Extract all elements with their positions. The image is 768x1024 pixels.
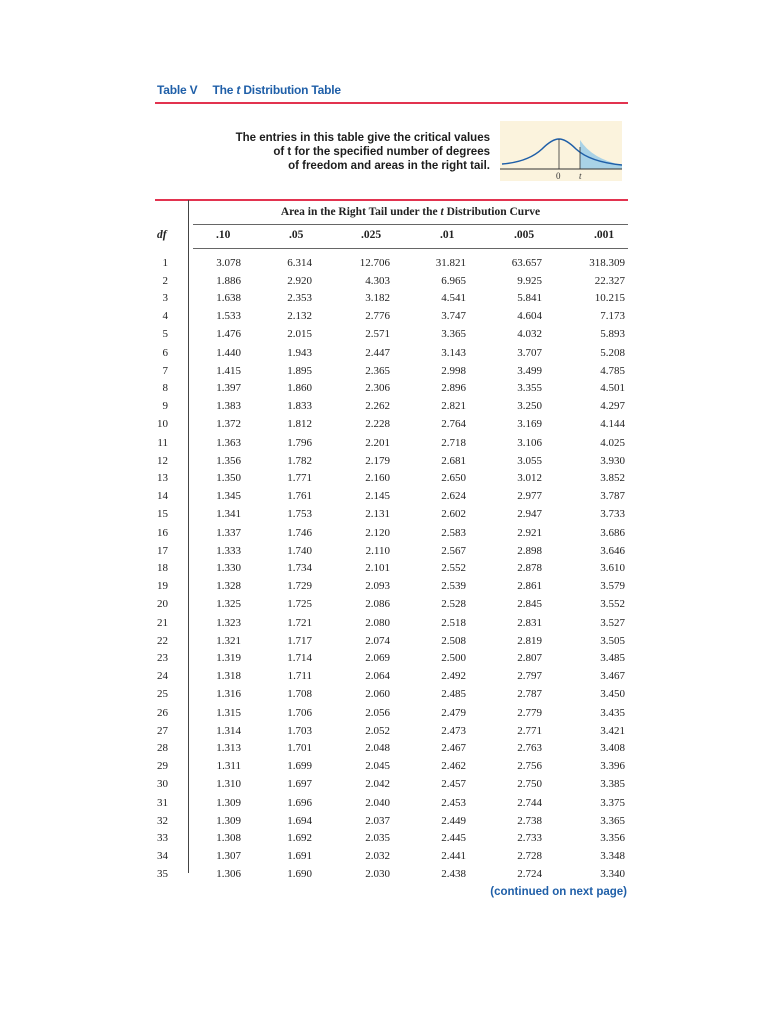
critical-value: 2.763 — [517, 742, 542, 755]
df-value: 14 — [157, 490, 168, 503]
df-value: 12 — [157, 454, 168, 467]
critical-value: 2.500 — [441, 652, 466, 665]
critical-value: 2.462 — [441, 760, 466, 773]
critical-value: 2.650 — [441, 472, 466, 485]
critical-value: 22.327 — [594, 274, 625, 287]
critical-value: 3.686 — [600, 527, 625, 539]
df-value: 20 — [157, 597, 168, 610]
critical-value: 2.056 — [365, 707, 390, 719]
critical-value: 2.074 — [365, 634, 390, 647]
df-value: 26 — [157, 707, 168, 719]
critical-value: 2.821 — [441, 400, 466, 413]
critical-value: 3.421 — [600, 724, 625, 737]
critical-value: 1.714 — [287, 652, 312, 665]
critical-value: 2.467 — [441, 742, 466, 755]
df-header: df — [157, 229, 167, 241]
critical-value: 2.492 — [441, 670, 466, 683]
critical-value: 2.518 — [441, 617, 466, 629]
critical-value: 1.306 — [216, 867, 241, 880]
df-value: 25 — [157, 687, 168, 700]
critical-value: 3.143 — [441, 347, 466, 359]
critical-value: 3.055 — [517, 454, 542, 467]
title-post: Distribution Table — [243, 83, 341, 97]
critical-value: 2.306 — [365, 382, 390, 395]
critical-value: 1.734 — [287, 562, 312, 575]
critical-value: 2.878 — [517, 562, 542, 575]
critical-value: 1.307 — [216, 850, 241, 863]
df-value: 6 — [162, 347, 168, 359]
critical-value: 2.040 — [365, 797, 390, 809]
critical-value: 3.365 — [600, 814, 625, 827]
critical-value: 3.250 — [517, 400, 542, 413]
critical-value: 2.132 — [287, 310, 312, 323]
critical-value: 3.499 — [517, 364, 542, 377]
critical-value: 3.182 — [365, 292, 390, 305]
critical-value: 1.699 — [287, 760, 312, 773]
critical-value: 2.787 — [517, 687, 542, 700]
critical-value: 1.729 — [287, 580, 312, 593]
critical-value: 1.319 — [216, 652, 241, 665]
critical-value: 1.321 — [216, 634, 241, 647]
critical-value: 2.756 — [517, 760, 542, 773]
critical-value: 2.365 — [365, 364, 390, 377]
caption-rule — [193, 224, 628, 225]
critical-value: 3.552 — [600, 597, 625, 610]
critical-value: 3.787 — [600, 490, 625, 503]
critical-value: 1.895 — [287, 364, 312, 377]
df-value: 22 — [157, 634, 168, 647]
critical-value: 2.819 — [517, 634, 542, 647]
critical-value: 3.505 — [600, 634, 625, 647]
critical-value: 2.438 — [441, 867, 466, 880]
critical-value: 1.313 — [216, 742, 241, 755]
critical-value: 3.375 — [600, 797, 625, 809]
critical-value: 1.746 — [287, 527, 312, 539]
critical-value: 1.753 — [287, 507, 312, 520]
critical-value: 2.093 — [365, 580, 390, 593]
df-value: 31 — [157, 797, 168, 809]
critical-value: 3.078 — [216, 257, 241, 269]
critical-value: 2.807 — [517, 652, 542, 665]
critical-value: 1.697 — [287, 777, 312, 790]
critical-value: 1.440 — [216, 347, 241, 359]
critical-value: 2.101 — [365, 562, 390, 575]
table-number: Table V — [157, 83, 198, 97]
critical-value: 3.527 — [600, 617, 625, 629]
critical-value: 1.383 — [216, 400, 241, 413]
df-value: 8 — [162, 382, 168, 395]
critical-value: 3.365 — [441, 327, 466, 340]
critical-value: 1.310 — [216, 777, 241, 790]
column-header: .001 — [594, 229, 615, 241]
critical-value: 2.583 — [441, 527, 466, 539]
df-value: 13 — [157, 472, 168, 485]
column-header: .05 — [289, 229, 304, 241]
critical-value: 2.201 — [365, 437, 390, 449]
df-value: 19 — [157, 580, 168, 593]
critical-value: 1.696 — [287, 797, 312, 809]
critical-value: 2.086 — [365, 597, 390, 610]
critical-value: 2.042 — [365, 777, 390, 790]
table-caption — [193, 206, 628, 218]
critical-value: 2.977 — [517, 490, 542, 503]
critical-value: 4.303 — [365, 274, 390, 287]
critical-value: 1.721 — [287, 617, 312, 629]
df-value: 17 — [157, 544, 168, 557]
critical-value: 1.533 — [216, 310, 241, 323]
critical-value: 2.733 — [517, 832, 542, 845]
critical-value: 2.485 — [441, 687, 466, 700]
caption-pre: Area in the Right Tail under the — [280, 206, 438, 218]
critical-value: 3.408 — [600, 742, 625, 755]
critical-value: 3.169 — [517, 417, 542, 430]
header-rule — [155, 102, 628, 104]
critical-value: 2.457 — [441, 777, 466, 790]
critical-value: 2.624 — [441, 490, 466, 503]
critical-value: 2.552 — [441, 562, 466, 575]
critical-value: 2.445 — [441, 832, 466, 845]
critical-value: 1.314 — [216, 724, 241, 737]
df-value: 29 — [157, 760, 168, 773]
curve-label-zero: 0 — [556, 171, 561, 181]
df-value: 9 — [162, 400, 168, 413]
critical-value: 31.821 — [435, 257, 466, 269]
critical-value: 3.747 — [441, 310, 466, 323]
critical-value: 2.602 — [441, 507, 466, 520]
critical-value: 3.435 — [600, 707, 625, 719]
critical-value: 2.045 — [365, 760, 390, 773]
critical-value: 5.841 — [517, 292, 542, 305]
critical-value: 1.692 — [287, 832, 312, 845]
critical-value: 1.771 — [287, 472, 312, 485]
critical-value: 2.728 — [517, 850, 542, 863]
critical-value: 2.779 — [517, 707, 542, 719]
critical-value: 1.706 — [287, 707, 312, 719]
critical-value: 3.579 — [600, 580, 625, 593]
critical-value: 1.690 — [287, 867, 312, 880]
critical-value: 2.921 — [517, 527, 542, 539]
critical-value: 1.337 — [216, 527, 241, 539]
critical-value: 1.330 — [216, 562, 241, 575]
critical-value: 1.476 — [216, 327, 241, 340]
critical-value: 1.328 — [216, 580, 241, 593]
critical-value: 1.372 — [216, 417, 241, 430]
critical-value: 2.030 — [365, 867, 390, 880]
df-value: 7 — [162, 364, 168, 377]
critical-value: 6.314 — [287, 257, 312, 269]
critical-value: 1.711 — [287, 670, 312, 683]
critical-value: 1.356 — [216, 454, 241, 467]
critical-value: 1.308 — [216, 832, 241, 845]
critical-value: 3.385 — [600, 777, 625, 790]
critical-value: 2.539 — [441, 580, 466, 593]
critical-value: 1.703 — [287, 724, 312, 737]
critical-value: 2.037 — [365, 814, 390, 827]
critical-value: 2.145 — [365, 490, 390, 503]
critical-value: 3.852 — [600, 472, 625, 485]
critical-value: 2.479 — [441, 707, 466, 719]
df-value: 3 — [162, 292, 168, 305]
df-value: 23 — [157, 652, 168, 665]
critical-value: 2.035 — [365, 832, 390, 845]
critical-value: 10.215 — [594, 292, 625, 305]
caption-variable: t — [440, 206, 444, 218]
critical-value: 1.717 — [287, 634, 312, 647]
df-value: 30 — [157, 777, 168, 790]
critical-value: 2.032 — [365, 850, 390, 863]
critical-value: 1.782 — [287, 454, 312, 467]
critical-value: 2.898 — [517, 544, 542, 557]
critical-value: 4.144 — [600, 417, 625, 430]
critical-value: 2.179 — [365, 454, 390, 467]
critical-value: 2.998 — [441, 364, 466, 377]
critical-value: 1.350 — [216, 472, 241, 485]
critical-value: 1.309 — [216, 814, 241, 827]
critical-value: 1.796 — [287, 437, 312, 449]
critical-value: 2.718 — [441, 437, 466, 449]
critical-value: 4.032 — [517, 327, 542, 340]
intro-text — [195, 131, 490, 173]
title-pre: The — [212, 83, 234, 97]
critical-value: 1.691 — [287, 850, 312, 863]
column-header: .10 — [216, 229, 231, 241]
critical-value: 2.947 — [517, 507, 542, 520]
critical-value: 2.131 — [365, 507, 390, 520]
critical-value: 2.060 — [365, 687, 390, 700]
critical-value: 1.315 — [216, 707, 241, 719]
header-bottom-rule — [193, 248, 628, 249]
critical-value: 2.724 — [517, 867, 542, 880]
critical-value: 3.340 — [600, 867, 625, 880]
critical-value: 3.396 — [600, 760, 625, 773]
critical-value: 9.925 — [517, 274, 542, 287]
critical-value: 1.363 — [216, 437, 241, 449]
continued-note: (continued on next page) — [490, 886, 627, 898]
table-top-rule — [155, 199, 628, 201]
critical-value: 4.785 — [600, 364, 625, 377]
critical-value: 4.025 — [600, 437, 625, 449]
critical-value: 2.845 — [517, 597, 542, 610]
critical-value: 2.120 — [365, 527, 390, 539]
critical-value: 3.012 — [517, 472, 542, 485]
critical-value: 1.311 — [216, 760, 241, 773]
critical-value: 1.415 — [216, 364, 241, 377]
critical-value: 1.638 — [216, 292, 241, 305]
critical-value: 1.740 — [287, 544, 312, 557]
df-value: 33 — [157, 832, 168, 845]
critical-value: 4.541 — [441, 292, 466, 305]
critical-value: 2.896 — [441, 382, 466, 395]
critical-value: 2.160 — [365, 472, 390, 485]
df-value: 16 — [157, 527, 168, 539]
critical-value: 2.064 — [365, 670, 390, 683]
critical-value: 2.228 — [365, 417, 390, 430]
df-value: 4 — [162, 310, 168, 323]
critical-value: 2.449 — [441, 814, 466, 827]
critical-value: 3.106 — [517, 437, 542, 449]
critical-value: 1.725 — [287, 597, 312, 610]
critical-value: 3.733 — [600, 507, 625, 520]
critical-value: 2.567 — [441, 544, 466, 557]
critical-value: 12.706 — [359, 257, 390, 269]
critical-value: 1.761 — [287, 490, 312, 503]
critical-value: 2.797 — [517, 670, 542, 683]
critical-value: 3.485 — [600, 652, 625, 665]
critical-value: 2.776 — [365, 310, 390, 323]
df-value: 18 — [157, 562, 168, 575]
critical-value: 2.473 — [441, 724, 466, 737]
critical-value: 318.309 — [589, 257, 625, 269]
critical-value: 3.930 — [600, 454, 625, 467]
df-value: 21 — [157, 617, 168, 629]
critical-value: 3.348 — [600, 850, 625, 863]
column-header: .005 — [514, 229, 535, 241]
intro-line-1: The entries in this table give the critical values — [235, 132, 490, 144]
df-value: 28 — [157, 742, 168, 755]
df-value: 35 — [157, 867, 168, 880]
critical-value: 2.441 — [441, 850, 466, 863]
critical-value: 2.771 — [517, 724, 542, 737]
critical-value: 1.886 — [216, 274, 241, 287]
critical-value: 3.610 — [600, 562, 625, 575]
critical-value: 4.501 — [600, 382, 625, 395]
critical-value: 3.646 — [600, 544, 625, 557]
critical-value: 2.048 — [365, 742, 390, 755]
df-value: 5 — [162, 327, 168, 340]
critical-value: 2.750 — [517, 777, 542, 790]
critical-value: 1.309 — [216, 797, 241, 809]
critical-value: 1.694 — [287, 814, 312, 827]
critical-value: 5.208 — [600, 347, 625, 359]
critical-value: 3.467 — [600, 670, 625, 683]
critical-value: 2.110 — [365, 544, 390, 557]
critical-value: 2.447 — [365, 347, 390, 359]
column-header: .025 — [361, 229, 382, 241]
critical-value: 2.508 — [441, 634, 466, 647]
critical-value: 1.812 — [287, 417, 312, 430]
critical-value: 2.744 — [517, 797, 542, 809]
critical-value: 1.325 — [216, 597, 241, 610]
title-variable: t — [236, 83, 241, 97]
critical-value: 3.707 — [517, 347, 542, 359]
critical-value: 2.738 — [517, 814, 542, 827]
critical-value: 1.860 — [287, 382, 312, 395]
column-header: .01 — [440, 229, 455, 241]
df-value: 1 — [162, 257, 168, 269]
critical-value: 5.893 — [600, 327, 625, 340]
df-divider — [188, 200, 189, 873]
critical-value: 2.080 — [365, 617, 390, 629]
critical-value: 1.943 — [287, 347, 312, 359]
intro-line-2: of t for the specified number of degrees — [273, 146, 490, 158]
critical-value: 1.397 — [216, 382, 241, 395]
critical-value: 1.833 — [287, 400, 312, 413]
t-distribution-curve — [500, 121, 622, 181]
critical-value: 2.528 — [441, 597, 466, 610]
df-value: 11 — [157, 437, 168, 449]
critical-value: 1.333 — [216, 544, 241, 557]
df-value: 24 — [157, 670, 168, 683]
critical-value: 4.604 — [517, 310, 542, 323]
critical-value: 3.450 — [600, 687, 625, 700]
intro-line-3: of freedom and areas in the right tail. — [288, 160, 490, 172]
critical-value: 4.297 — [600, 400, 625, 413]
critical-value: 7.173 — [600, 310, 625, 323]
caption-post: Distribution Curve — [446, 206, 541, 218]
critical-value: 2.353 — [287, 292, 312, 305]
df-value: 2 — [162, 274, 168, 287]
critical-value: 2.453 — [441, 797, 466, 809]
critical-value: 2.861 — [517, 580, 542, 593]
df-value: 10 — [157, 417, 168, 430]
df-value: 27 — [157, 724, 168, 737]
critical-value: 2.052 — [365, 724, 390, 737]
table-title — [157, 83, 341, 97]
critical-value: 3.356 — [600, 832, 625, 845]
curve-label-t: t — [579, 171, 582, 181]
critical-value: 1.323 — [216, 617, 241, 629]
df-value: 32 — [157, 814, 168, 827]
critical-value: 6.965 — [441, 274, 466, 287]
critical-value: 63.657 — [511, 257, 542, 269]
critical-value: 2.681 — [441, 454, 466, 467]
critical-value: 2.831 — [517, 617, 542, 629]
critical-value: 1.318 — [216, 670, 241, 683]
critical-value: 3.355 — [517, 382, 542, 395]
critical-value: 1.341 — [216, 507, 241, 520]
critical-value: 2.764 — [441, 417, 466, 430]
critical-value: 2.015 — [287, 327, 312, 340]
critical-value: 2.262 — [365, 400, 390, 413]
critical-value: 1.316 — [216, 687, 241, 700]
critical-value: 2.571 — [365, 327, 390, 340]
df-value: 15 — [157, 507, 168, 520]
critical-value: 1.701 — [287, 742, 312, 755]
critical-value: 2.069 — [365, 652, 390, 665]
df-value: 34 — [157, 850, 168, 863]
critical-value: 1.708 — [287, 687, 312, 700]
critical-value: 1.345 — [216, 490, 241, 503]
critical-value: 2.920 — [287, 274, 312, 287]
